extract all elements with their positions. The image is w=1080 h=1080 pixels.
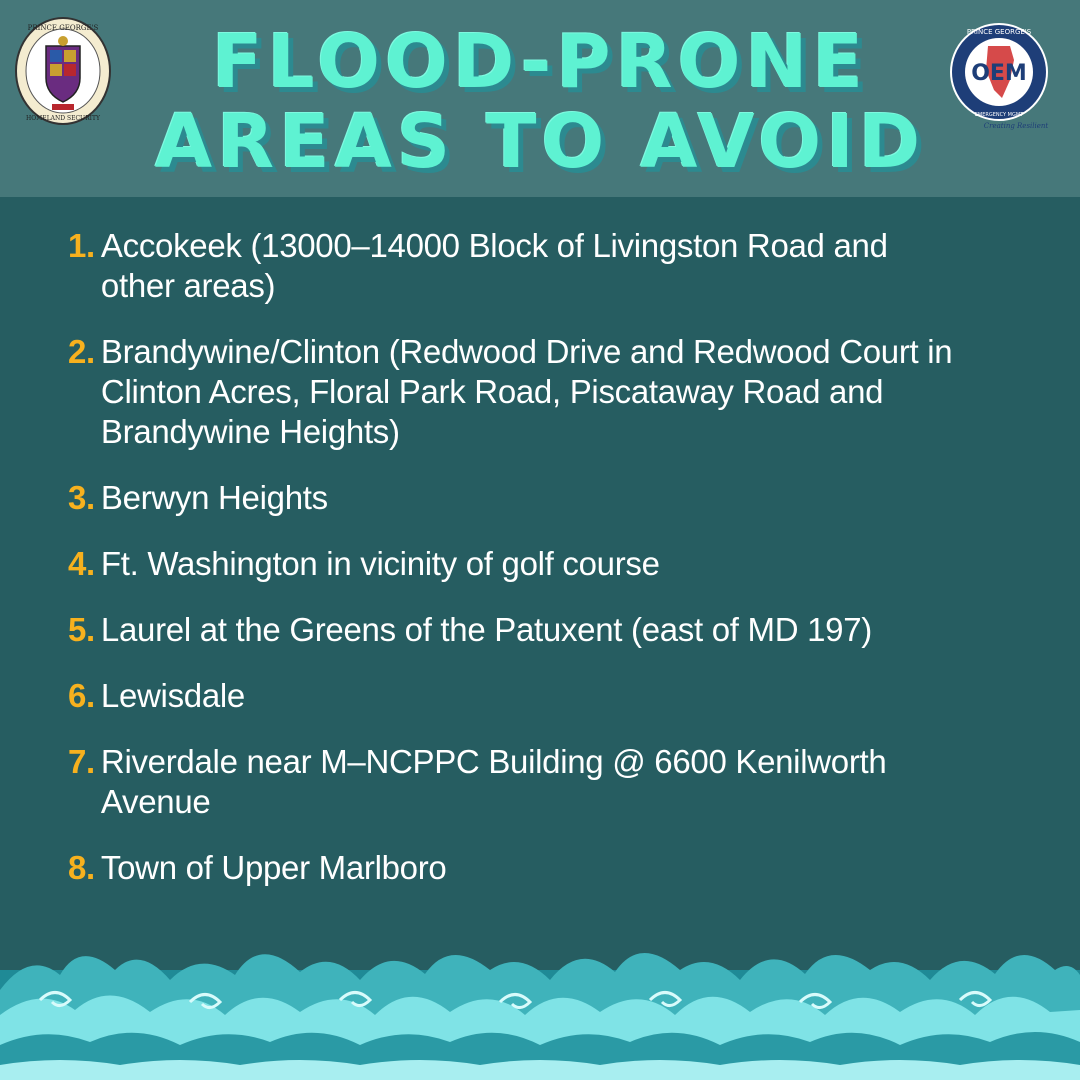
- list-item: [68, 676, 1028, 716]
- oem-logo-icon: [944, 20, 1054, 130]
- list-item: [68, 226, 1028, 306]
- item-text: Lewisdale: [100, 677, 245, 714]
- list-item: [68, 848, 1028, 888]
- item-number: 1.: [68, 227, 95, 264]
- item-text: Brandywine/Clinton (Redwood Drive and Redwood Court in Clinton Acres, Floral Park Road, Piscataway Road and Brandywine Heights): [100, 333, 953, 450]
- item-number: 7.: [68, 743, 95, 780]
- item-text: Berwyn Heights: [100, 479, 328, 516]
- item-number: 4.: [68, 545, 95, 582]
- flood-areas-list: [68, 226, 1028, 914]
- item-number: 5.: [68, 611, 95, 648]
- page-title: [0, 19, 1080, 185]
- svg-text:HOMELAND SECURITY: HOMELAND SECURITY: [26, 115, 100, 122]
- item-text: Riverdale near M–NCPPC Building @ 6600 Kenilworth Avenue: [100, 743, 887, 820]
- item-text: Ft. Washington in vicinity of golf course: [100, 545, 660, 582]
- svg-text:EMERGENCY MGMT: EMERGENCY MGMT: [974, 112, 1024, 118]
- item-number: 3.: [68, 479, 95, 516]
- svg-text:Creating Resilient: Creating Resilient: [983, 122, 1049, 130]
- list-item: [68, 610, 1028, 650]
- item-text: Town of Upper Marlboro: [100, 849, 447, 886]
- ocean-waves-decoration: [0, 930, 1080, 1080]
- svg-text:PRINCE GEORGE'S: PRINCE GEORGE'S: [966, 28, 1032, 36]
- title-line-1: FLOOD-PRONE: [212, 19, 868, 105]
- item-number: 6.: [68, 677, 95, 714]
- item-text: Accokeek (13000–14000 Block of Livingston Road and other areas): [100, 227, 888, 304]
- header-band: [0, 0, 1080, 197]
- list-item: [68, 544, 1028, 584]
- item-number: 8.: [68, 849, 95, 886]
- svg-text:PRINCE GEORGE'S: PRINCE GEORGE'S: [27, 24, 99, 32]
- list-item: [68, 742, 1028, 822]
- item-text: Laurel at the Greens of the Patuxent (east of MD 197): [100, 611, 872, 648]
- title-line-2: AREAS TO AVOID: [154, 99, 926, 185]
- list-item: [68, 332, 1028, 452]
- list-item: [68, 478, 1028, 518]
- svg-text:OEM: OEM: [971, 61, 1027, 86]
- item-number: 2.: [68, 333, 95, 370]
